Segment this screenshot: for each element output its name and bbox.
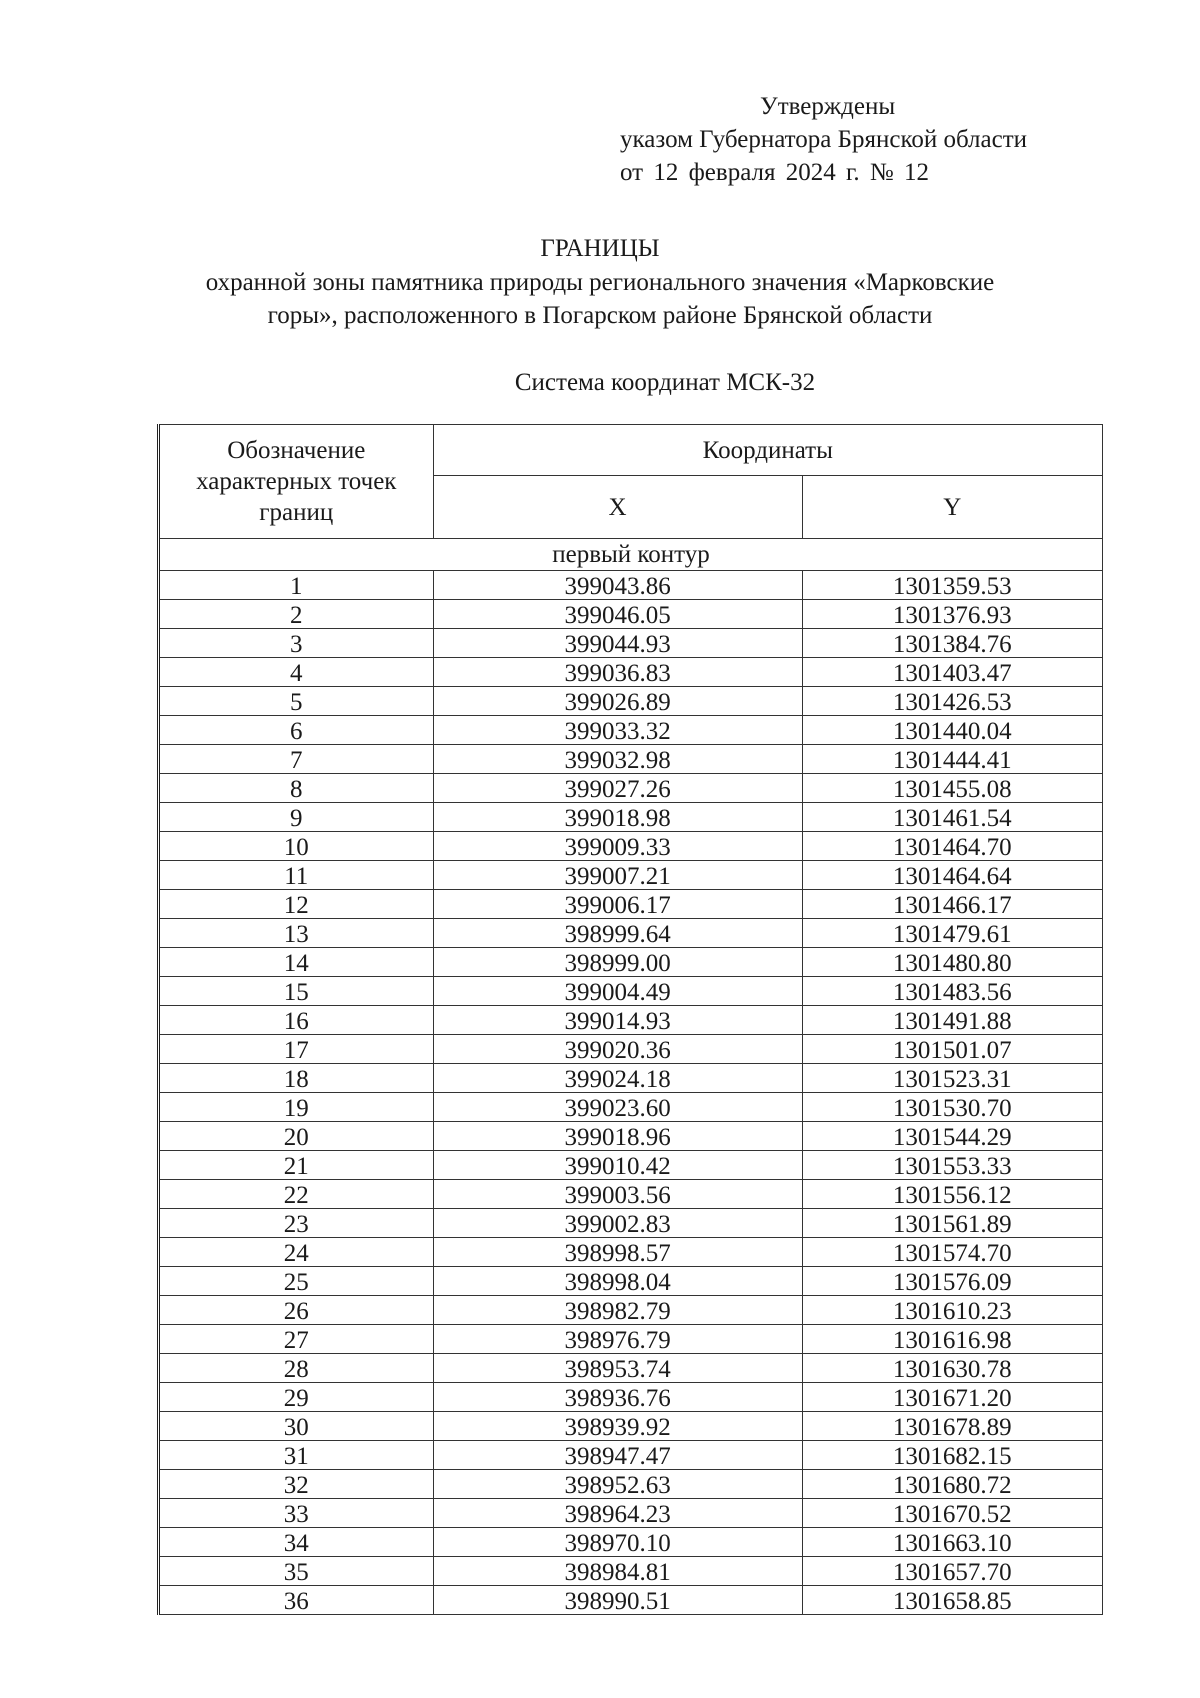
coord-x: 399046.05 [433,600,802,629]
coord-y: 1301464.70 [802,832,1102,861]
coord-x: 399024.18 [433,1064,802,1093]
title-heading: ГРАНИЦЫ [540,235,660,262]
table-row [159,1296,1103,1325]
point-number: 2 [159,600,434,629]
coord-y: 1301670.52 [802,1499,1102,1528]
point-number: 21 [159,1151,434,1180]
coord-x: 399026.89 [433,687,802,716]
table-row [159,1238,1103,1267]
point-number: 24 [159,1238,434,1267]
contour-label: первый контур [159,539,1103,571]
coord-y: 1301461.54 [802,803,1102,832]
coord-x: 398936.76 [433,1383,802,1412]
coord-y: 1301657.70 [802,1557,1102,1586]
coord-x: 399007.21 [433,861,802,890]
point-number: 29 [159,1383,434,1412]
table-row [159,716,1103,745]
coord-y: 1301440.04 [802,716,1102,745]
table-row [159,571,1103,600]
table-row [159,919,1103,948]
coord-y: 1301479.61 [802,919,1102,948]
coord-x: 398939.92 [433,1412,802,1441]
coord-y: 1301403.47 [802,658,1102,687]
point-number: 33 [159,1499,434,1528]
coord-x: 398990.51 [433,1586,802,1615]
table-row [159,1180,1103,1209]
table-row [159,1557,1103,1586]
coord-x: 399020.36 [433,1035,802,1064]
point-number: 4 [159,658,434,687]
coord-x: 398970.10 [433,1528,802,1557]
coord-y: 1301501.07 [802,1035,1102,1064]
coord-x: 399003.56 [433,1180,802,1209]
coord-y: 1301455.08 [802,774,1102,803]
coord-x: 399023.60 [433,1093,802,1122]
table-row [159,1383,1103,1412]
coord-x: 398964.23 [433,1499,802,1528]
point-number: 8 [159,774,434,803]
coord-x: 399018.98 [433,803,802,832]
coord-x: 398952.63 [433,1470,802,1499]
coord-x: 399032.98 [433,745,802,774]
coord-y: 1301530.70 [802,1093,1102,1122]
point-number: 17 [159,1035,434,1064]
point-number: 12 [159,890,434,919]
table-row [159,1528,1103,1557]
point-number: 7 [159,745,434,774]
table-row [159,948,1103,977]
coord-y: 1301376.93 [802,600,1102,629]
coord-x: 399033.32 [433,716,802,745]
coord-x: 398998.57 [433,1238,802,1267]
table-row [159,1470,1103,1499]
coord-y: 1301658.85 [802,1586,1102,1615]
coord-y: 1301663.10 [802,1528,1102,1557]
coord-y: 1301483.56 [802,977,1102,1006]
point-number: 22 [159,1180,434,1209]
table-row [159,658,1103,687]
point-number: 11 [159,861,434,890]
coord-x: 399004.49 [433,977,802,1006]
coord-y: 1301466.17 [802,890,1102,919]
coord-x: 398947.47 [433,1441,802,1470]
coord-x: 399036.83 [433,658,802,687]
point-number: 27 [159,1325,434,1354]
coord-y: 1301480.80 [802,948,1102,977]
coord-y: 1301671.20 [802,1383,1102,1412]
coord-y: 1301491.88 [802,1006,1102,1035]
table-row [159,1267,1103,1296]
table-row [159,1325,1103,1354]
point-number: 13 [159,919,434,948]
coord-y: 1301544.29 [802,1122,1102,1151]
document-title [120,232,1080,332]
table-row [159,861,1103,890]
point-number: 19 [159,1093,434,1122]
coord-x: 399010.42 [433,1151,802,1180]
point-number: 5 [159,687,434,716]
table-row [159,890,1103,919]
coord-y: 1301576.09 [802,1267,1102,1296]
coord-y: 1301553.33 [802,1151,1102,1180]
coord-x: 398984.81 [433,1557,802,1586]
table-row [159,1035,1103,1064]
header-coordinates: Координаты [433,425,1102,476]
title-line-2: горы», расположенного в Погарском районе Брянской области [267,302,933,329]
coord-x: 399044.93 [433,629,802,658]
coord-x: 398982.79 [433,1296,802,1325]
point-number: 31 [159,1441,434,1470]
coord-x: 399018.96 [433,1122,802,1151]
point-number: 35 [159,1557,434,1586]
coord-x: 399043.86 [433,571,802,600]
table-row [159,600,1103,629]
table-row [159,977,1103,1006]
point-number: 9 [159,803,434,832]
table-row [159,1441,1103,1470]
point-number: 14 [159,948,434,977]
table-row [159,1064,1103,1093]
coord-y: 1301359.53 [802,571,1102,600]
coord-y: 1301523.31 [802,1064,1102,1093]
table-row [159,832,1103,861]
point-number: 16 [159,1006,434,1035]
table-row [159,745,1103,774]
table-row [159,629,1103,658]
point-number: 26 [159,1296,434,1325]
table-row [159,1412,1103,1441]
table-row [159,1499,1103,1528]
coordinates-table [157,424,1103,1615]
point-number: 20 [159,1122,434,1151]
coord-x: 399006.17 [433,890,802,919]
coord-x: 399014.93 [433,1006,802,1035]
coord-x: 398999.00 [433,948,802,977]
point-number: 1 [159,571,434,600]
table-row [159,1354,1103,1383]
coord-y: 1301384.76 [802,629,1102,658]
coord-x: 398953.74 [433,1354,802,1383]
coord-y: 1301610.23 [802,1296,1102,1325]
point-number: 6 [159,716,434,745]
table-row [159,1122,1103,1151]
title-line-1: охранной зоны памятника природы регионального значения «Марковские [205,269,995,296]
coordinate-system: Система координат МСК-32 [514,369,816,396]
coord-y: 1301561.89 [802,1209,1102,1238]
point-number: 36 [159,1586,434,1615]
coord-x: 398976.79 [433,1325,802,1354]
point-number: 3 [159,629,434,658]
coord-y: 1301678.89 [802,1412,1102,1441]
coord-y: 1301616.98 [802,1325,1102,1354]
point-number: 25 [159,1267,434,1296]
coord-x: 399009.33 [433,832,802,861]
point-number: 10 [159,832,434,861]
table-row [159,1151,1103,1180]
coord-y: 1301426.53 [802,687,1102,716]
coord-y: 1301680.72 [802,1470,1102,1499]
point-number: 32 [159,1470,434,1499]
header-points: Обозначение характерных точек границ [159,425,434,539]
coord-y: 1301444.41 [802,745,1102,774]
point-number: 18 [159,1064,434,1093]
table-row [159,1093,1103,1122]
point-number: 34 [159,1528,434,1557]
point-number: 30 [159,1412,434,1441]
point-number: 23 [159,1209,434,1238]
table-row [159,687,1103,716]
approval-stamp [620,90,1027,189]
coord-y: 1301574.70 [802,1238,1102,1267]
coord-y: 1301682.15 [802,1441,1102,1470]
coord-y: 1301464.64 [802,861,1102,890]
coord-x: 398998.04 [433,1267,802,1296]
table-row [159,1006,1103,1035]
coord-x: 399002.83 [433,1209,802,1238]
table-row [159,1586,1103,1615]
approval-line-3: от 12 февраля 2024 г. № 12 [620,159,930,186]
table-row [159,1209,1103,1238]
coord-x: 398999.64 [433,919,802,948]
header-x: X [433,476,802,539]
coord-x: 399027.26 [433,774,802,803]
table-row [159,803,1103,832]
approval-line-2: указом Губернатора Брянской области [620,126,1028,153]
header-y: Y [802,476,1102,539]
point-number: 28 [159,1354,434,1383]
table-row [159,774,1103,803]
coord-y: 1301630.78 [802,1354,1102,1383]
point-number: 15 [159,977,434,1006]
coord-y: 1301556.12 [802,1180,1102,1209]
approval-line-1: Утверждены [760,93,896,120]
